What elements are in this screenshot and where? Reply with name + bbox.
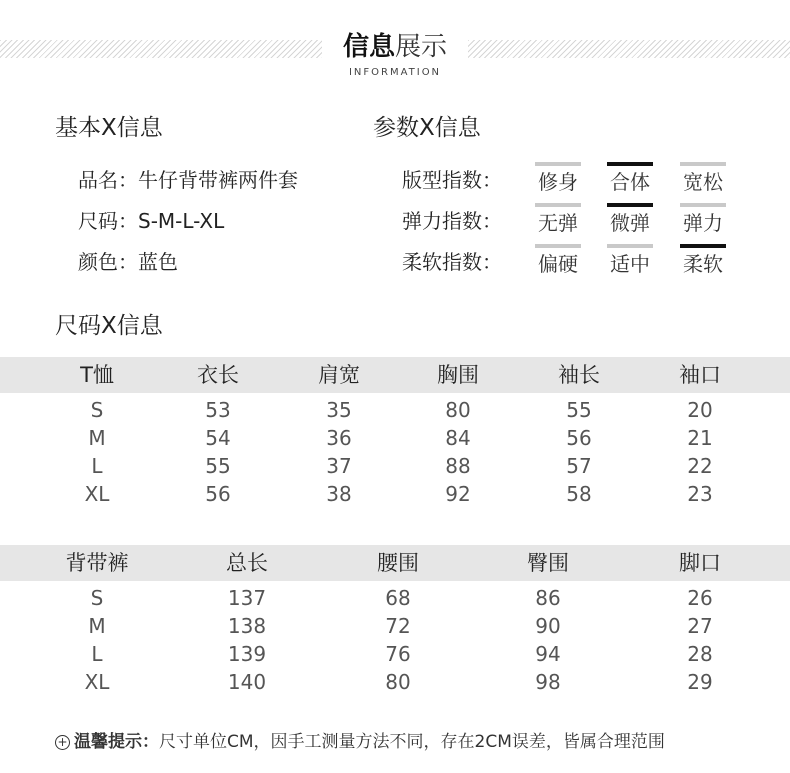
table-cell: 22 — [687, 454, 713, 478]
table-cell: 38 — [326, 482, 352, 506]
param-option — [535, 244, 581, 276]
tip-label: 温馨提示： — [74, 732, 159, 752]
table-header-cell: 背带裤 — [65, 551, 129, 575]
tip-note — [55, 730, 665, 754]
table-cell: 56 — [566, 426, 592, 450]
param-option-label: 无弹 — [538, 211, 578, 235]
table-cell: 21 — [687, 426, 713, 450]
table-cell: 29 — [687, 670, 713, 694]
table-cell: 98 — [535, 670, 561, 694]
table-cell: 56 — [205, 482, 231, 506]
table-header-cell: 衣长 — [197, 363, 239, 387]
product-name-row — [78, 166, 298, 194]
tip-text: 尺寸单位CM，因手工测量方法不同，存在2CM误差，皆属合理范围 — [159, 732, 665, 752]
param-option — [535, 162, 581, 194]
table-cell: 84 — [445, 426, 471, 450]
param-option-label: 修身 — [538, 170, 578, 194]
info-header — [0, 0, 790, 92]
table-cell: 55 — [566, 398, 592, 422]
table-cell: 54 — [205, 426, 231, 450]
table-cell: 35 — [326, 398, 352, 422]
overalls-table-header — [0, 545, 790, 581]
table-header-cell: 总长 — [226, 551, 268, 575]
table-cell: 27 — [687, 614, 713, 638]
table-cell: 80 — [385, 670, 411, 694]
table-header-cell: 腰围 — [377, 551, 419, 575]
param-label: 版型指数： — [402, 168, 502, 192]
indicator-bar — [680, 203, 726, 207]
param-option-label: 偏硬 — [538, 252, 578, 276]
table-header-cell: 胸围 — [437, 363, 479, 387]
param-option-label: 弹力 — [683, 211, 723, 235]
table-cell: 92 — [445, 482, 471, 506]
table-cell: 26 — [687, 586, 713, 610]
size-row — [78, 207, 224, 235]
table-cell: M — [88, 614, 106, 638]
param-option — [607, 162, 653, 194]
product-name-label: 品名： — [78, 168, 138, 192]
param-label: 柔软指数： — [402, 250, 502, 274]
table-cell: 86 — [535, 586, 561, 610]
table-cell: 57 — [566, 454, 592, 478]
table-cell: XL — [84, 482, 110, 506]
table-cell: 68 — [385, 586, 411, 610]
param-option — [607, 203, 653, 235]
title-light: 展示 — [395, 32, 448, 62]
table-cell: 137 — [227, 586, 267, 610]
table-cell: S — [90, 586, 104, 610]
table-cell: 28 — [687, 642, 713, 666]
params-info-title: 参数X信息 — [373, 115, 481, 141]
table-cell: 37 — [326, 454, 352, 478]
table-cell: 90 — [535, 614, 561, 638]
size-info-title: 尺码X信息 — [55, 313, 163, 339]
product-name-value: 牛仔背带裤两件套 — [138, 168, 298, 192]
param-option — [680, 244, 726, 276]
table-header-cell: 袖口 — [679, 363, 721, 387]
table-cell: 80 — [445, 398, 471, 422]
page-subtitle: INFORMATION — [348, 67, 442, 78]
plus-circle-icon: + — [55, 735, 70, 750]
param-option — [607, 244, 653, 276]
table-cell: 36 — [326, 426, 352, 450]
table-cell: 140 — [227, 670, 267, 694]
table-cell: S — [90, 398, 104, 422]
table-cell: XL — [84, 670, 110, 694]
basic-info-title: 基本X信息 — [55, 115, 163, 141]
selected-indicator-bar — [680, 244, 726, 248]
table-header-cell: 袖长 — [558, 363, 600, 387]
param-label: 弹力指数： — [402, 209, 502, 233]
table-cell: 94 — [535, 642, 561, 666]
table-cell: 53 — [205, 398, 231, 422]
indicator-bar — [535, 203, 581, 207]
table-cell: 72 — [385, 614, 411, 638]
table-header-cell: 脚口 — [679, 551, 721, 575]
table-header-cell: 肩宽 — [318, 363, 360, 387]
param-option-label: 适中 — [610, 252, 650, 276]
color-row — [78, 248, 178, 276]
indicator-bar — [680, 162, 726, 166]
table-cell: L — [91, 642, 103, 666]
param-option-label: 宽松 — [683, 170, 723, 194]
table-cell: 55 — [205, 454, 231, 478]
param-option — [680, 203, 726, 235]
title-bold: 信息 — [342, 32, 395, 62]
table-cell: 58 — [566, 482, 592, 506]
selected-indicator-bar — [607, 203, 653, 207]
table-cell: 23 — [687, 482, 713, 506]
selected-indicator-bar — [607, 162, 653, 166]
table-cell: 139 — [227, 642, 267, 666]
hatch-divider-right — [468, 40, 790, 58]
table-header-cell: 臀围 — [527, 551, 569, 575]
param-option — [535, 203, 581, 235]
param-option-label: 柔软 — [683, 252, 723, 276]
param-option — [680, 162, 726, 194]
color-label: 颜色： — [78, 250, 138, 274]
table-cell: 138 — [227, 614, 267, 638]
table-cell: 76 — [385, 642, 411, 666]
table-cell: 88 — [445, 454, 471, 478]
page-title — [322, 30, 468, 64]
param-option-label: 合体 — [610, 170, 650, 194]
table-cell: 20 — [687, 398, 713, 422]
param-option-label: 微弹 — [610, 211, 650, 235]
table-cell: M — [88, 426, 106, 450]
tshirt-table-header — [0, 357, 790, 393]
color-value: 蓝色 — [138, 250, 178, 274]
indicator-bar — [607, 244, 653, 248]
hatch-divider-left — [0, 40, 322, 58]
indicator-bar — [535, 244, 581, 248]
size-label: 尺码： — [78, 209, 138, 233]
indicator-bar — [535, 162, 581, 166]
table-header-cell: T恤 — [80, 363, 114, 387]
size-value: S-M-L-XL — [138, 209, 225, 233]
table-cell: L — [91, 454, 103, 478]
